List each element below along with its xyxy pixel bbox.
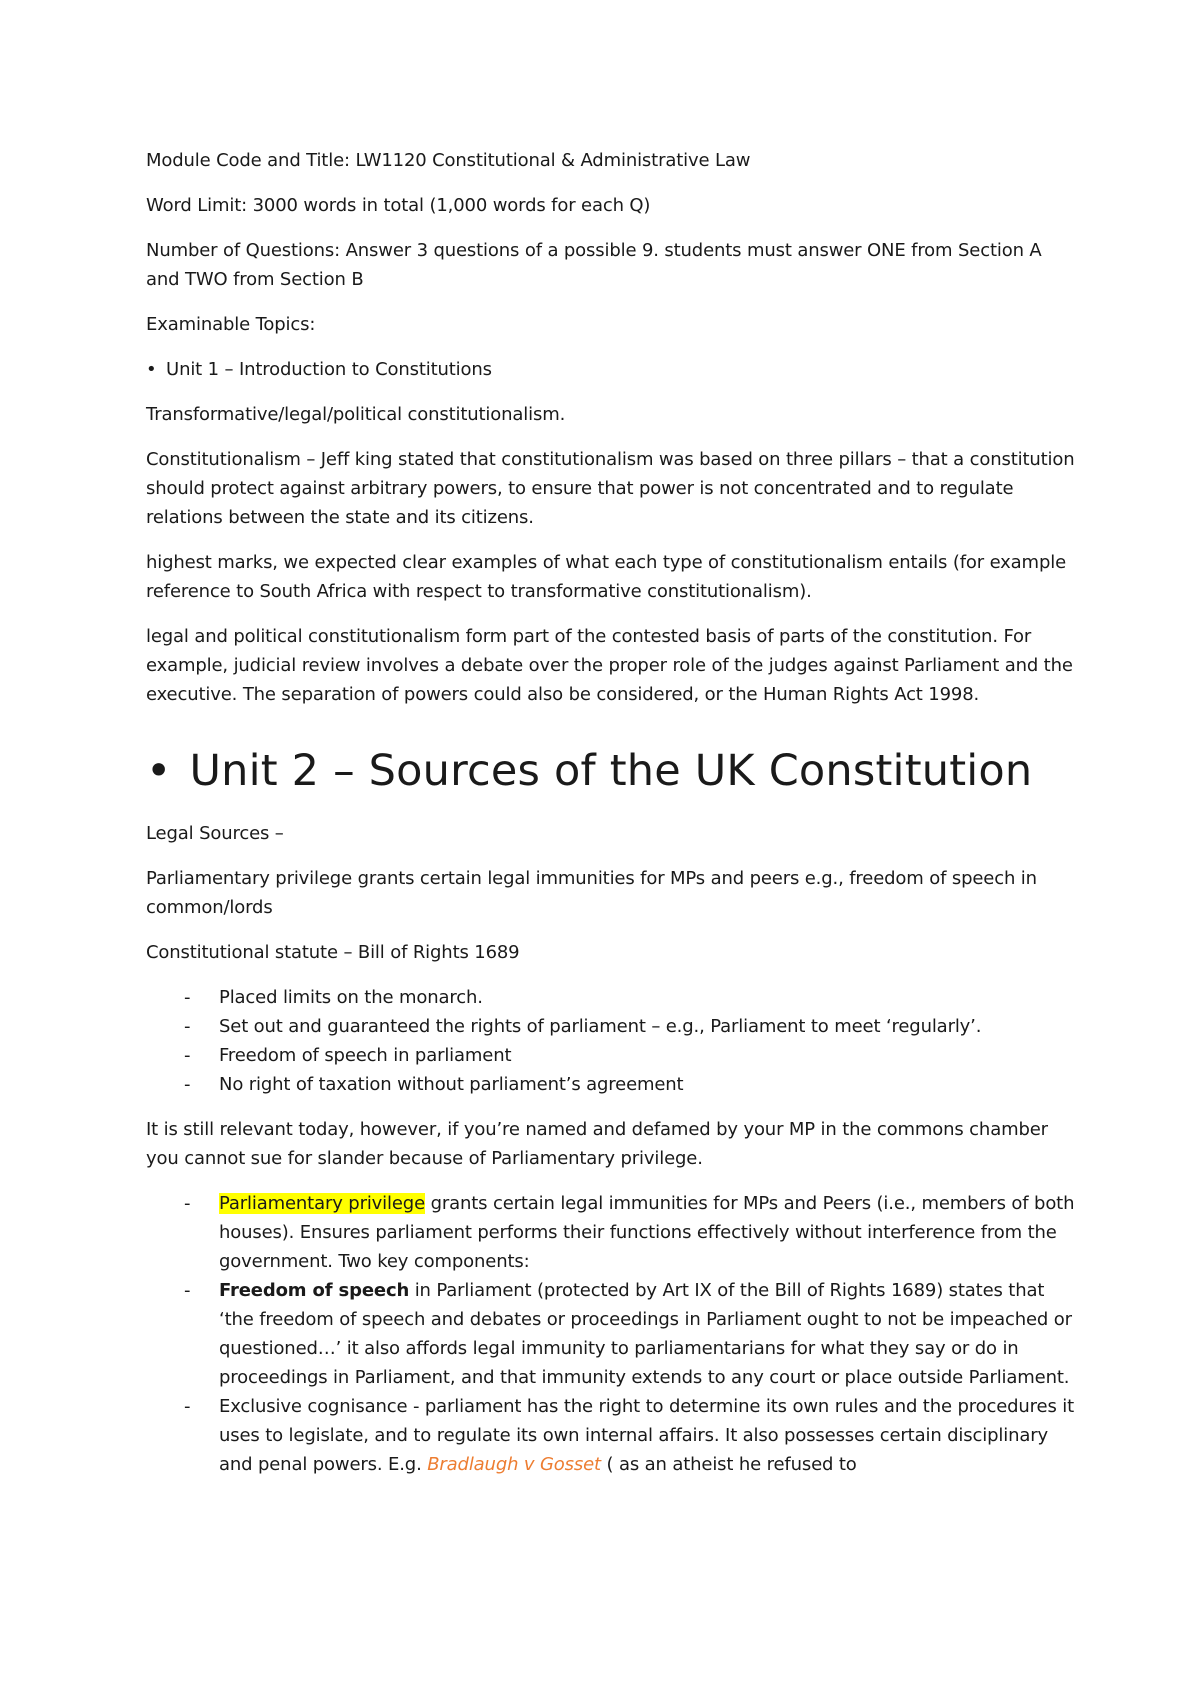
module-code-line: Module Code and Title: LW1120 Constitutional & Administrative Law: [146, 150, 751, 171]
list-item-text: grants certain legal immunities for MPs and Peers (i.e., members of both houses). Ensures parliament performs their functions effectively without interference from the government. Two key components:: [219, 1193, 1075, 1272]
privilege-detail-list: [146, 1189, 1076, 1479]
list-item: [146, 1070, 1076, 1099]
document-body: [146, 146, 1076, 1495]
list-item-text: in Parliament (protected by Art IX of the Bill of Rights 1689) states that ‘the freedom of speech and debates or proceedings in Parliament ought to not be impeached or questioned…’ it also affords legal immunity to parliamentarians for what they say or do in proceedings in Parliament, and that immunity extends to any court or place outside Parliament.: [219, 1280, 1072, 1388]
dash-bullet: -: [184, 1193, 191, 1214]
examinable-topics-label: Examinable Topics:: [146, 314, 316, 335]
list-item: [146, 1276, 1076, 1392]
constitutional-statute-label: Constitutional statute – Bill of Rights 1689: [146, 942, 520, 963]
list-item-text: Set out and guaranteed the rights of parliament – e.g., Parliament to meet ‘regularly’.: [219, 1016, 982, 1037]
list-item: [146, 1189, 1076, 1276]
unit2-title: Unit 2 – Sources of the UK Constitution: [189, 746, 1033, 796]
list-item-text: No right of taxation without parliament’s agreement: [219, 1074, 684, 1095]
bullet-icon: •: [146, 359, 157, 380]
unit1-paragraph-highest-marks: highest marks, we expected clear examples of what each type of constitutionalism entails (for example reference to South Africa with respect to transformative constitutionalism).: [146, 552, 1066, 602]
dash-bullet: -: [184, 1280, 191, 1301]
relevance-paragraph: It is still relevant today, however, if you’re named and defamed by your MP in the commons chamber you cannot sue for slander because of Parliamentary privilege.: [146, 1119, 1048, 1169]
list-item-text: ( as an atheist he refused to: [600, 1454, 857, 1475]
dash-bullet: -: [184, 1016, 191, 1037]
list-item-text: Freedom of speech in parliament: [219, 1045, 512, 1066]
bullet-icon: •: [146, 746, 172, 796]
unit1-heading: [146, 355, 1076, 384]
list-item: [146, 1041, 1076, 1070]
case-citation: Bradlaugh v Gosset: [427, 1454, 601, 1475]
dash-bullet: -: [184, 987, 191, 1008]
list-item: [146, 1392, 1076, 1479]
list-item-text: Exclusive cognisance - parliament has the right to determine its own rules and the procedures it uses to legislate, and to regulate its own internal affairs. It also possesses certain disciplinary and penal powers. E.g.: [219, 1396, 1074, 1475]
unit2-heading: [146, 745, 1076, 797]
list-item: [146, 983, 1076, 1012]
list-item-text: Placed limits on the monarch.: [219, 987, 483, 1008]
word-limit-line: Word Limit: 3000 words in total (1,000 words for each Q): [146, 195, 651, 216]
highlighted-term: Parliamentary privilege: [219, 1193, 425, 1214]
parliamentary-privilege-paragraph: Parliamentary privilege grants certain legal immunities for MPs and peers e.g., freedom of speech in common/lords: [146, 868, 1037, 918]
dash-bullet: -: [184, 1396, 191, 1417]
bill-of-rights-list: [146, 983, 1076, 1099]
unit1-paragraph-legal-political: legal and political constitutionalism form part of the contested basis of parts of the constitution. For example, judicial review involves a debate over the proper role of the judges against Parliament and the executive. The separation of powers could also be considered, or the Human Rights Act 1998.: [146, 626, 1073, 705]
legal-sources-label: Legal Sources –: [146, 823, 284, 844]
unit1-title: Unit 1 – Introduction to Constitutions: [166, 359, 492, 380]
dash-bullet: -: [184, 1045, 191, 1066]
bold-term: Freedom of speech: [219, 1280, 410, 1301]
unit1-paragraph-constitutionalism: Constitutionalism – Jeff king stated that constitutionalism was based on three pillars – that a constitution should protect against arbitrary powers, to ensure that power is not concentrated and to regulate relations between the state and its citizens.: [146, 449, 1075, 528]
dash-bullet: -: [184, 1074, 191, 1095]
unit1-subtitle: Transformative/legal/political constitutionalism.: [146, 404, 566, 425]
questions-line: Number of Questions: Answer 3 questions of a possible 9. students must answer ONE from Section A and TWO from Section B: [146, 240, 1042, 290]
list-item: [146, 1012, 1076, 1041]
